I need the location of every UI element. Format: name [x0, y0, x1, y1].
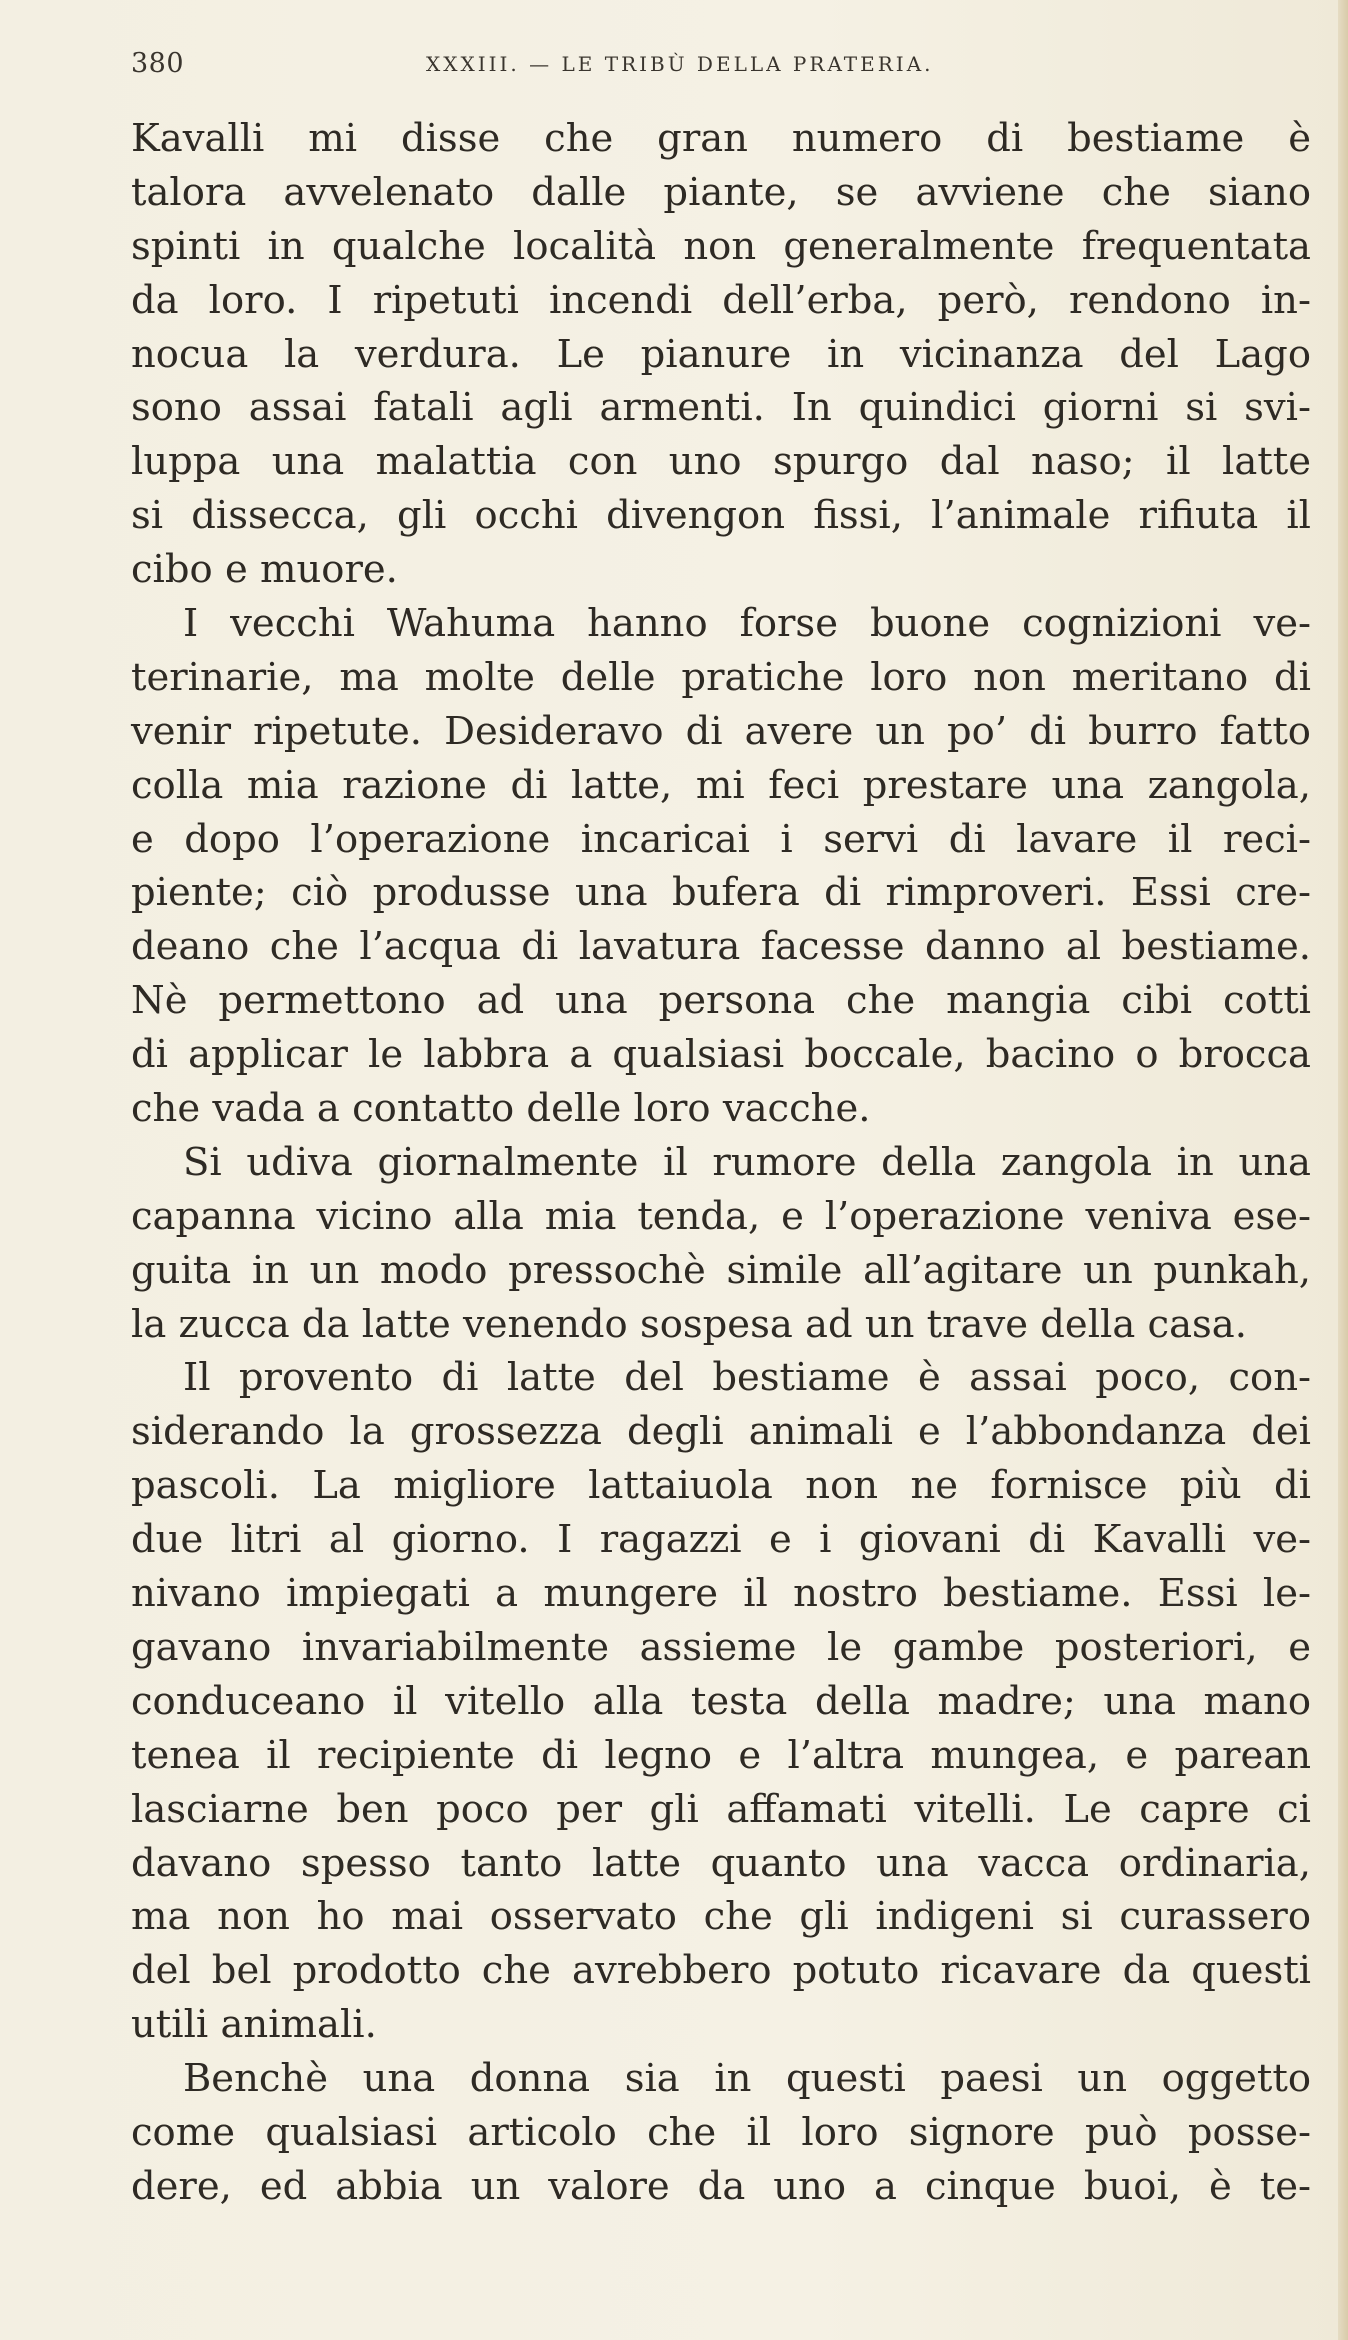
text-line: deano che l’acqua di lavatura facesse danno al bestiame. [131, 924, 1311, 970]
text-line: utili animali. [131, 2002, 377, 2048]
text-line: nocua la verdura. Le pianure in vicinanza del Lago [131, 331, 1311, 377]
text-line: talora avvelenato dalle piante, se avviene che siano [131, 169, 1311, 215]
text-line: conduceano il vitello alla testa della madre; una mano [131, 1678, 1311, 1724]
text-line: piente; ciò produsse una bufera di rimproveri. Essi cre- [131, 870, 1311, 916]
text-line: capanna vicino alla mia tenda, e l’operazione veniva ese- [131, 1193, 1311, 1239]
text-line: pascoli. La migliore lattaiuola non ne fornisce più di [131, 1463, 1311, 1509]
text-line: guita in un modo pressochè simile all’agitare un punkah, [131, 1247, 1311, 1293]
text-line: si dissecca, gli occhi divengon fissi, l’animale rifiuta il [131, 493, 1311, 539]
body-text [131, 112, 1311, 2214]
text-line: terinarie, ma molte delle pratiche loro non meritano di [131, 654, 1311, 700]
text-line: come qualsiasi articolo che il loro signore può posse- [131, 2109, 1311, 2155]
text-line: Kavalli mi disse che gran numero di bestiame è [131, 116, 1311, 161]
text-line: lasciarne ben poco per gli affamati vitelli. Le capre ci [131, 1786, 1311, 1832]
text-line: e dopo l’operazione incaricai i servi di lavare il reci- [131, 816, 1311, 862]
text-line: Nè permettono ad una persona che mangia cibi cotti [131, 978, 1311, 1024]
text-line: Si udiva giornalmente il rumore della zangola in una [183, 1139, 1311, 1185]
text-line: di applicar le labbra a qualsiasi boccale, bacino o brocca [131, 1032, 1311, 1078]
text-line: da loro. I ripetuti incendi dell’erba, però, rendono in- [131, 277, 1311, 323]
text-line: I vecchi Wahuma hanno forse buone cognizioni ve- [183, 601, 1311, 647]
text-line: due litri al giorno. I ragazzi e i giovani di Kavalli ve- [131, 1517, 1311, 1563]
text-line: nivano impiegati a mungere il nostro bestiame. Essi le- [131, 1571, 1311, 1617]
text-line: la zucca da latte venendo sospesa ad un trave della casa. [131, 1301, 1247, 1347]
text-line: che vada a contatto delle loro vacche. [131, 1086, 871, 1132]
text-line: venir ripetute. Desideravo di avere un po’ di burro fatto [131, 708, 1311, 754]
text-line: colla mia razione di latte, mi feci prestare una zangola, [131, 762, 1311, 808]
running-title: XXXIII. — LE TRIBÙ DELLA PRATERIA. [426, 52, 934, 76]
text-line: spinti in qualche località non generalmente frequentata [131, 223, 1311, 269]
page-header [131, 48, 1309, 88]
text-line: cibo e muore. [131, 547, 398, 593]
text-line: del bel prodotto che avrebbero potuto ricavare da questi [131, 1948, 1311, 1994]
text-line: siderando la grossezza degli animali e l’abbondanza dei [131, 1409, 1311, 1455]
text-line: luppa una malattia con uno spurgo dal naso; il latte [131, 439, 1311, 485]
page-number: 380 [131, 48, 185, 79]
text-line: davano spesso tanto latte quanto una vacca ordinaria, [131, 1840, 1311, 1886]
text-line: Il provento di latte del bestiame è assai poco, con- [183, 1355, 1311, 1401]
text-line: gavano invariabilmente assieme le gambe posteriori, e [131, 1624, 1311, 1670]
page-edge [1338, 0, 1348, 2340]
text-line: ma non ho mai osservato che gli indigeni si curassero [131, 1894, 1311, 1940]
text-line: Benchè una donna sia in questi paesi un oggetto [183, 2056, 1311, 2102]
text-line: tenea il recipiente di legno e l’altra mungea, e parean [131, 1732, 1311, 1778]
text-line: sono assai fatali agli armenti. In quindici giorni si svi- [131, 385, 1311, 431]
text-line: dere, ed abbia un valore da uno a cinque buoi, è te- [131, 2163, 1311, 2209]
